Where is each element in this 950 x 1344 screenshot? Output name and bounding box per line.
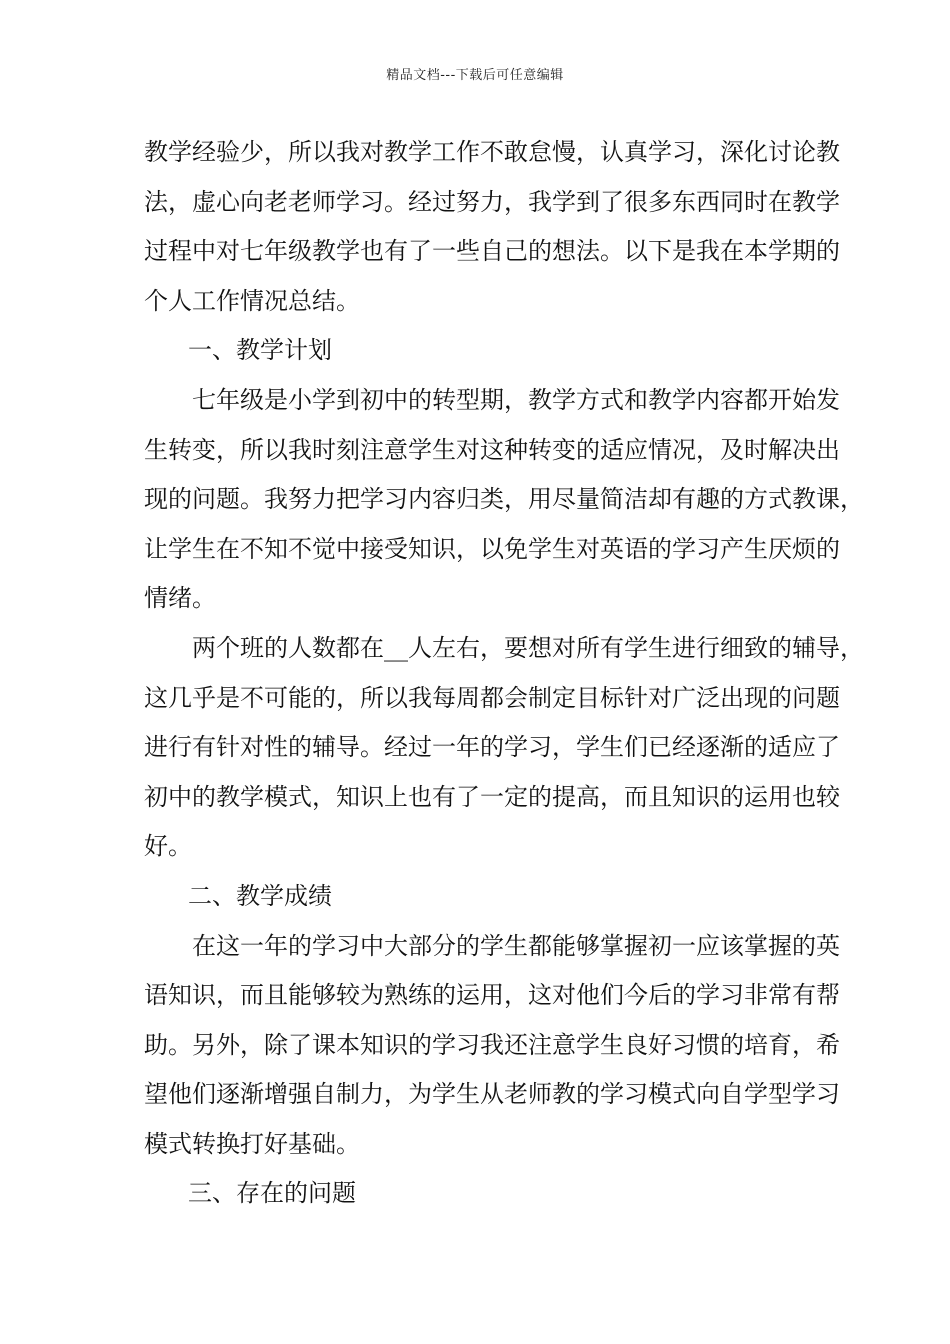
section-heading-results [144, 872, 820, 922]
page-header: 精品文档---下载后可任意编辑 [386, 68, 564, 83]
text-line: 好。 [144, 832, 192, 861]
text-line: 个人工作情况总结。 [144, 286, 360, 315]
text-line: 生转变，所以我时刻注意学生对这种转变的适应情况，及时解决出 [144, 435, 840, 464]
text-line: 七年级是小学到初中的转型期，教学方式和教学内容都开始发 [192, 385, 840, 414]
text-line: 语知识，而且能够较为熟练的运用，这对他们今后的学习非常有帮 [144, 981, 840, 1010]
text-line: 望他们逐渐增强自制力，为学生从老师教的学习模式向自学型学习 [144, 1080, 840, 1109]
heading-text: 三、存在的问题 [188, 1179, 356, 1208]
paragraph-class-size [144, 624, 864, 872]
text-line: 让学生在不知不觉中接受知识，以免学生对英语的学习产生厌烦的 [144, 534, 840, 563]
text-line: 在这一年的学习中大部分的学生都能够掌握初一应该掌握的英 [192, 931, 840, 960]
paragraph-intro [144, 128, 840, 326]
heading-text: 二、教学成绩 [188, 881, 332, 910]
text-line: 过程中对七年级教学也有了一些自己的想法。以下是我在本学期的 [144, 237, 840, 266]
paragraph-results [144, 922, 840, 1170]
section-heading-teaching-plan [144, 326, 820, 376]
text-line: 两个班的人数都在__人左右，要想对所有学生进行细致的辅导， [192, 633, 864, 662]
text-line: 初中的教学模式，知识上也有了一定的提高，而且知识的运用也较 [144, 782, 840, 811]
paragraph-transition [144, 376, 864, 624]
text-line: 助。另外，除了课本知识的学习我还注意学生良好习惯的培育，希 [144, 1030, 840, 1059]
heading-text: 一、教学计划 [188, 336, 332, 365]
text-line: 这几乎是不可能的，所以我每周都会制定目标针对广泛出现的问题 [144, 683, 840, 712]
document-body [144, 128, 864, 1219]
text-line: 现的问题。我努力把学习内容归类，用尽量简洁却有趣的方式教课， [144, 485, 864, 514]
text-line: 情绪。 [144, 584, 216, 613]
text-line: 进行有针对性的辅导。经过一年的学习，学生们已经逐渐的适应了 [144, 733, 840, 762]
text-line: 教学经验少，所以我对教学工作不敢怠慢，认真学习，深化讨论教 [144, 138, 840, 166]
text-line: 模式转换打好基础。 [144, 1129, 360, 1158]
text-line: 法，虚心向老老师学习。经过努力，我学到了很多东西同时在教学 [144, 187, 840, 216]
section-heading-problems [144, 1169, 820, 1219]
